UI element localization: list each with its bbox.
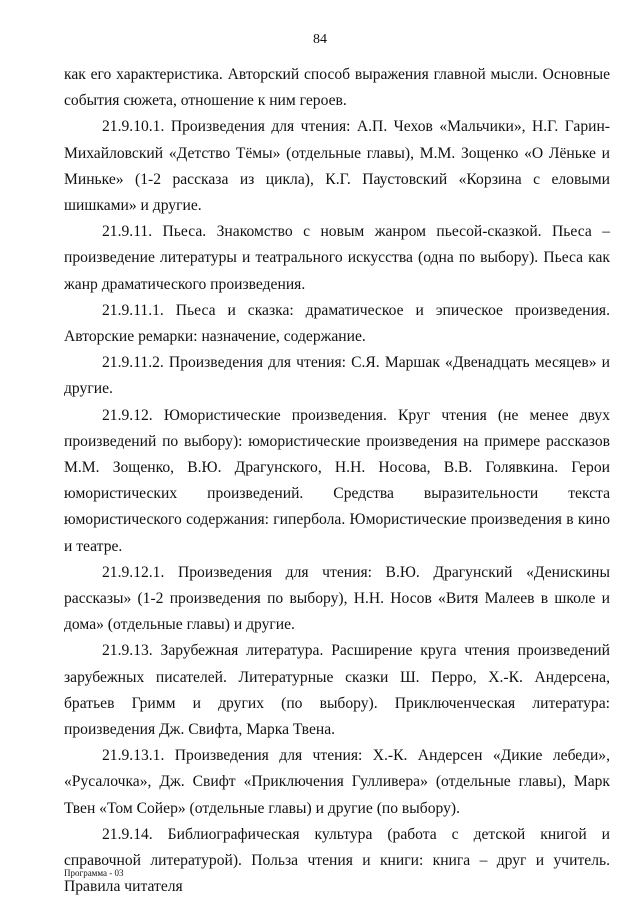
paragraph-21-9-13: 21.9.13. Зарубежная литература. Расширение круга чтения произведений зарубежных писателей. Литературные сказки Ш. Перро, Х.-К. Андерсена, братьев Гримм и других (по выбору). Приключенческая литература: произведения Дж. Свифта, Марка Твена. bbox=[64, 642, 610, 739]
paragraph-21-9-10-1: 21.9.10.1. Произведения для чтения: А.П. Чехов «Мальчики», Н.Г. Гарин-Михайловский «Детство Тёмы» (отдельные главы), М.М. Зощенко «О Лёньке и Миньке» (1-2 рассказа из цикла), К.Г. Паустовский «Корзина с еловыми шишками» и другие. bbox=[64, 118, 610, 215]
paragraph-21-9-11: 21.9.11. Пьеса. Знакомство с новым жанром пьесой-сказкой. Пьеса – произведение литературы и театрального искусства (одна по выбору). Пьеса как жанр драматического произведения. bbox=[64, 223, 610, 293]
paragraph-21-9-11-2: 21.9.11.2. Произведения для чтения: С.Я. Маршак «Двенадцать месяцев» и другие. bbox=[64, 354, 610, 398]
paragraph-21-9-12: 21.9.12. Юмористические произведения. Круг чтения (не менее двух произведений по выбору): юмористические произведения на примере рассказов М.М. Зощенко, В.Ю. Драгунского, Н.Н. Носова, В.В. Голявкина. Герои юмористических произведений. Средства выразительности текста юмористического содержания: гипербола. Юмористические произведения в кино и театре. bbox=[64, 406, 610, 555]
paragraph-continuation: как его характеристика. Авторский способ выражения главной мысли. Основные события сюжета, отношение к ним героев. bbox=[64, 66, 610, 110]
paragraph-21-9-11-1: 21.9.11.1. Пьеса и сказка: драматическое и эпическое произведения. Авторские ремарки: назначение, содержание. bbox=[64, 301, 610, 346]
page-footer: Программа - 03 bbox=[64, 868, 124, 878]
paragraph-21-9-12-1: 21.9.12.1. Произведения для чтения: В.Ю. Драгунский «Денискины рассказы» (1-2 произведения по выбору), Н.Н. Носов «Витя Малеев в школе и дома» (отдельные главы) и другие. bbox=[64, 563, 610, 634]
paragraph-21-9-14: 21.9.14. Библиографическая культура (работа с детской книгой и справочной литературой). Польза чтения и книги: книга – друг и учитель. Правила читателя bbox=[64, 825, 610, 896]
page-number: 84 bbox=[313, 32, 327, 47]
document-body bbox=[64, 62, 610, 901]
paragraph-21-9-13-1: 21.9.13.1. Произведения для чтения: Х.-К. Андерсен «Дикие лебеди», «Русалочка», Дж. Свифт «Приключения Гулливера» (отдельные главы), Марк Твен «Том Сойер» (отдельные главы) и другие (по выбору). bbox=[64, 747, 610, 817]
